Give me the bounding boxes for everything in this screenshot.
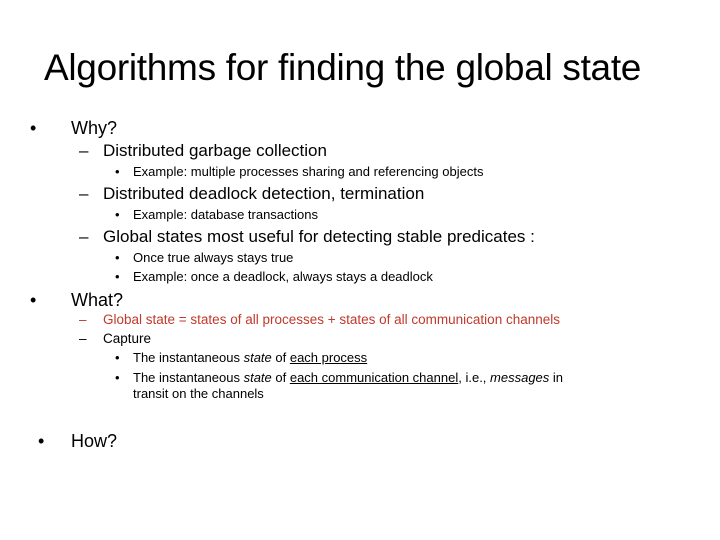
bullet-what [71,289,123,311]
why-item-2-sub-1: Example: database transactions [133,207,318,222]
why-suffix: ? [107,118,118,138]
what-sub-2-continuation: transit on the channels [133,386,264,401]
why-item-2-dash: – [79,184,89,203]
how-label: How [71,431,108,451]
why-item-3-sub-2-bullet: • [115,269,120,284]
slide-title: Algorithms for finding the global state [44,47,642,88]
bullet-why-marker: • [30,118,37,138]
what-sub-1-pre: The instantaneous [133,350,244,365]
what-sub-1-mid: of [271,350,290,365]
why-item-1: Distributed garbage collection [103,141,327,160]
why-item-1-sub-1: Example: multiple processes sharing and referencing objects [133,164,484,179]
how-suffix: ? [107,431,118,451]
what-item-2-dash: – [79,331,87,346]
what-sub-2-underline: each communication channel [289,370,459,385]
why-item-1-sub-1-bullet: • [115,164,120,179]
why-item-3-sub-2: Example: once a deadlock, always stays a deadlock [133,269,433,284]
what-sub-1-italic: state [243,350,272,365]
what-item-1: Global state = states of all processes + states of all communication channels [103,312,560,327]
what-sub-2-post2: in [549,370,564,385]
why-label: Why [71,118,107,138]
why-item-3-sub-1: Once true always stays true [133,250,294,265]
bullet-what-marker: • [30,290,37,310]
what-sub-2 [133,370,563,386]
what-label: What [71,290,114,310]
what-item-2: Capture [103,331,152,346]
bullet-why [71,117,117,139]
why-item-2-sub-1-bullet: • [115,207,120,222]
why-item-3: Global states most useful for detecting stable predicates : [103,227,535,246]
what-sub-2-mid: of [271,370,290,385]
what-sub-2-pre: The instantaneous [133,370,244,385]
what-sub-2-italic2: messages [490,370,550,385]
why-item-3-dash: – [79,227,89,246]
why-item-3-sub-1-bullet: • [115,250,120,265]
why-item-2: Distributed deadlock detection, termination [103,184,425,203]
what-sub-2-post1: , i.e., [458,370,491,385]
what-item-1-dash: – [79,312,87,327]
bullet-how [71,430,117,452]
what-sub-1-underline: each process [289,350,368,365]
what-sub-1 [133,350,367,366]
what-suffix: ? [113,290,124,310]
what-sub-2-italic: state [243,370,272,385]
what-sub-1-bullet: • [115,350,120,365]
why-item-1-dash: – [79,141,89,160]
bullet-how-marker: • [38,431,45,451]
what-sub-2-bullet: • [115,370,120,385]
